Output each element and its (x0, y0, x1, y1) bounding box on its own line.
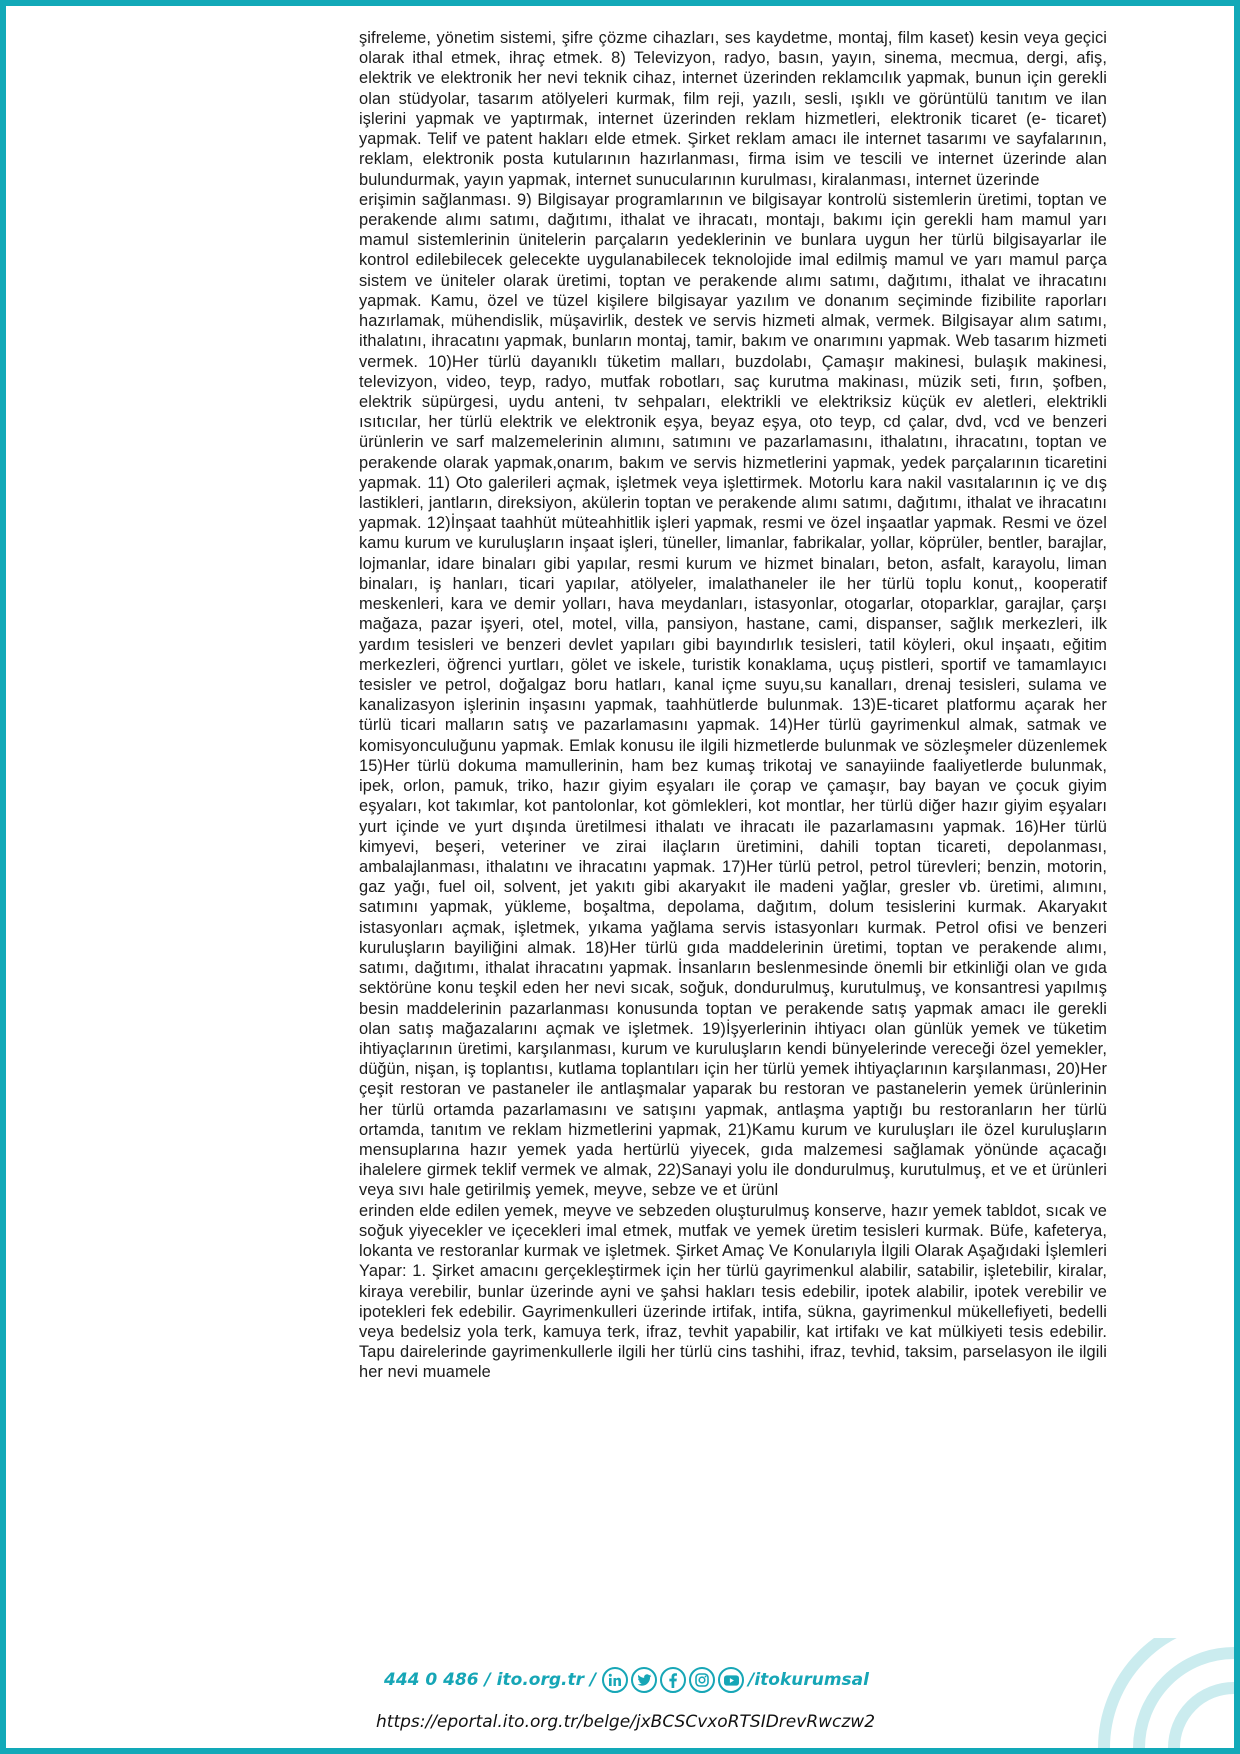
footer-contact: 444 0 486 / ito.org.tr / (384, 1670, 597, 1690)
paragraph-1: şifreleme, yönetim sistemi, şifre çözme cihazları, ses kaydetme, montaj, film kaset) kesin veya geçici olarak ithal etmek, ihraç etmek. 8) Televizyon, radyo, basın, yayın, sinema, mecmua, dergi, afiş, elektrik ve elektronik her nevi teknik cihaz, internet üzerinden reklamcılık yapmak, bunun için gerekli olan stüdyolar, tasarım atölyeleri kurmak, film reji, yazılı, sesli, ışıklı ve görüntülü tanıtım ve ilan işlerini yapmak ve yaptırmak, internet üzerinden reklam hizmetleri, elektronik ticaret (e- ticaret) yapmak. Telif ve patent hakları elde etmek. Şirket reklam amacı ile internet tasarımı ve sayfalarının, reklam, elektronik posta kutularının hazırlanması, firma isim ve tescili ve internet üzerinde alan bulundurmak, yayın yapmak, internet sunucularının kurulması, kiralanması, internet üzerinde (359, 29, 1107, 189)
facebook-icon[interactable] (660, 1667, 686, 1693)
document-body (359, 28, 1107, 1383)
verification-url[interactable]: https://eportal.ito.org.tr/belge/jxBCSCvxoRTSIDrevRwczw2 (376, 1712, 876, 1732)
twitter-icon[interactable] (631, 1667, 657, 1693)
paragraph-2: erişimin sağlanması. 9) Bilgisayar programlarının ve bilgisayar kontrolü sistemlerin üretimi, toptan ve perakende alımı satımı, dağıtımı, ithalat ve ihracatı, montajı, bakımı için gerekli ham mamul yarı mamul sistemlerinin ünitelerin parçaların yedeklerinin ve bunlara uygun her türlü bilgisayarlar ile kontrol edilebilecek gelecekte uygulanabilecek teknolojide imal edilmiş mamul ve yarı mamul parça sistem ve üniteler olarak üretimi, toptan ve perakende alımı satımı, dağıtımı, ithalat ve ihracatını yapmak. Kamu, özel ve tüzel kişilere bilgisayar yazılım ve donanım seçiminde fizibilite raporları hazırlamak, mühendislik, müşavirlik, destek ve servis hizmeti almak, vermek. Bilgisayar alım satımı, ithalatını, ihracatını yapmak, bunların montaj, tamir, bakım ve onarımını yapmak. Web tasarım hizmeti vermek. 10)Her türlü dayanıklı tüketim malları, buzdolabı, Çamaşır makinesi, bulaşık makinesi, televizyon, video, teyp, radyo, mutfak robotları, saç kurutma makinası, müzik seti, fırın, şofben, elektrik süpürgesi, uydu anteni, tv sehpaları, elektrikli ve elektriksiz küçük ev aletleri, elektrikli ısıtıcılar, her türlü elektrik ve elektronik eşya, beyaz eşya, oto teyp, cd çalar, dvd, vcd ve benzeri ürünlerin ve sarf malzemelerinin alımını, satımını ve pazarlamasını, ithalatını, ihracatını, toptan ve perakende olarak yapmak,onarım, bakım ve servis hizmetlerini yapmak, yedek parçalarının ticaretini yapmak. 11) Oto galerileri açmak, işletmek veya işlettirmek. Motorlu kara nakil vasıtalarının iç ve dış lastikleri, jantların, direksiyon, akülerin toptan ve perakende alımı satımı, dağıtımı, ithalat ve ihracatını yapmak. 12)İnşaat taahhüt müteahhitlik işleri yapmak, resmi ve özel inşaatlar yapmak. Resmi ve özel kamu kurum ve kuruluşların inşaat işleri, tüneller, limanlar, fabrikalar, yollar, köprüler, bentler, barajlar, lojmanlar, idare binaları gibi yapılar, resmi kurum ve hizmet binaları, beton, asfalt, karayolu, liman binaları, iş hanları, ticari yapılar, atölyeler, imalathaneler ile her türlü toplu konut,, kooperatif meskenleri, kara ve demir yolları, hava meydanları, istasyonlar, otogarlar, otoparklar, garajlar, çarşı mağaza, pazar işyeri, otel, motel, villa, pansiyon, hastane, cami, dispanser, sağlık merkezleri, ilk yardım tesisleri ve benzeri devlet yapıları gibi bayındırlık tesisleri, tatil köyleri, okul inşaatı, eğitim merkezleri, öğrenci yurtları, gölet ve iskele, turistik konaklama, uçuş pistleri, sportif ve tamamlayıcı tesisler ve petrol, doğalgaz boru hatları, kanal içme suyu,su kanalları, drenaj tesisleri, sulama ve kanalizasyon işlerinin inşasını yapmak, taahhütlerde bulunmak. 13)E-ticaret platformu açarak her türlü ticari malların satış ve pazarlamasını yapmak. 14)Her türlü gayrimenkul almak, satmak ve komisyonculuğunu yapmak. Emlak konusu ile ilgili hizmetlerde bulunmak ve sözleşmeler düzenlemek 15)Her türlü dokuma mamullerinin, ham bez kumaş trikotaj ve sanayiinde faaliyetlerde bulunmak, ipek, orlon, pamuk, triko, hazır giyim eşyaları ile çorap ve çamaşır, bay bayan ve çocuk giyim eşyaları, kot takımlar, kot pantolonlar, kot gömlekleri, kot montlar, her türlü diğer hazır giyim eşyaları yurt içinde ve yurt dışında üretilmesi ithalatı ve ihracatı ile pazarlamasını yapmak. 16)Her türlü kimyevi, beşeri, veteriner ve zirai ilaçların üretimini, dahili toptan ticareti, depolanması, ambalajlanması, ithalatını ve ihracatını yapmak. 17)Her türlü petrol, petrol türevleri; benzin, motorin, gaz yağı, fuel oil, solvent, jet yakıtı gibi akaryakıt ile madeni yağlar, gresler vb. üretimi, alımını, satımını yapmak, yükleme, boşaltma, depolama, dağıtım, dolum tesislerini kurmak. Akaryakıt istasyonları açmak, işletmek, yıkama yağlama servis istasyonları kurmak. Petrol ofisi ve benzeri kuruluşların bayiliğini almak. 18)Her türlü gıda maddelerinin üretimi, toptan ve perakende alımı, satımı, dağıtımı, ithalat ihracatını yapmak. İnsanların beslenmesinde önemli bir etkinliği olan ve gıda sektörüne konu teşkil eden her nevi sıcak, soğuk, dondurulmuş, kurutulmuş, ve konsantresi yapılmış besin maddelerinin pazarlanması konusunda toptan ve perakende satış yapmak amacı ile gerekli olan satış mağazalarını açmak ve işletmek. 19)İşyerlerinin ihtiyacı olan günlük yemek ve tüketim ihtiyaçlarının üretimi, karşılanması, kurum ve kuruluşların kendi bünyelerinde vereceği özel yemekler, düğün, nişan, iş toplantısı, kutlama toplantıları için her türlü yemek ihtiyaçlarının karşılanması, 20)Her çeşit restoran ve pastaneler ile antlaşmalar yaparak bu restoran ve pastanelerin yemek ürünlerinin her türlü ortamda pazarlamasını ve satışını yapmak, antlaşma yaptığı bu restoranların her türlü ortamda, tanıtım ve reklam hizmetlerini yapmak, 21)Kamu kurum ve kuruluşları ile özel kuruluşların mensuplarına hazır yemek yada hertürlü yiyecek, gıda malzemesi sağlamak yönünde açacağı ihalelere girmek teklif vermek ve almak, 22)Sanayi yolu ile dondurulmuş, kurutulmuş, et ve et ürünleri veya sıvı hale getirilmiş yemek, meyve, sebze ve et ürünl (359, 190, 1107, 1200)
youtube-icon[interactable] (718, 1667, 744, 1693)
social-icons (602, 1667, 744, 1693)
linkedin-icon[interactable] (602, 1667, 628, 1693)
footer-handle: /itokurumsal (748, 1670, 869, 1690)
corner-decoration (1084, 1638, 1234, 1748)
instagram-icon[interactable] (689, 1667, 715, 1693)
paragraph-3: erinden elde edilen yemek, meyve ve sebzeden oluşturulmuş konserve, hazır yemek tabldot, sıcak ve soğuk yiyecekler ve içecekleri imal etmek, mutfak ve yemek üretim tesisleri kurmak. Büfe, kafeterya, lokanta ve restoranlar kurmak ve işletmek. Şirket Amaç Ve Konularıyla İlgili Olarak Aşağıdaki İşlemleri Yapar: 1. Şirket amacını gerçekleştirmek için her türlü gayrimenkul alabilir, satabilir, işletebilir, kiralar, kiraya verebilir, bunlar üzerinde ayni ve şahsi hakları tesis edebilir, ipotek alabilir, ipotek verebilir ve ipotekleri fek edebilir. Gayrimenkulleri üzerinde irtifak, intifa, sükna, gayrimenkul mükellefiyeti, bedelli veya bedelsiz yola terk, kamuya terk, ifraz, tevhit yapabilir, kat irtifakı ve kat mülkiyeti tesis edebilir. Tapu dairelerinde gayrimenkullerle ilgili her türlü cins tashihi, ifraz, tevhid, taksim, parselasyon ile ilgili her nevi muamele (359, 1201, 1107, 1382)
footer-contact-row (384, 1664, 869, 1696)
